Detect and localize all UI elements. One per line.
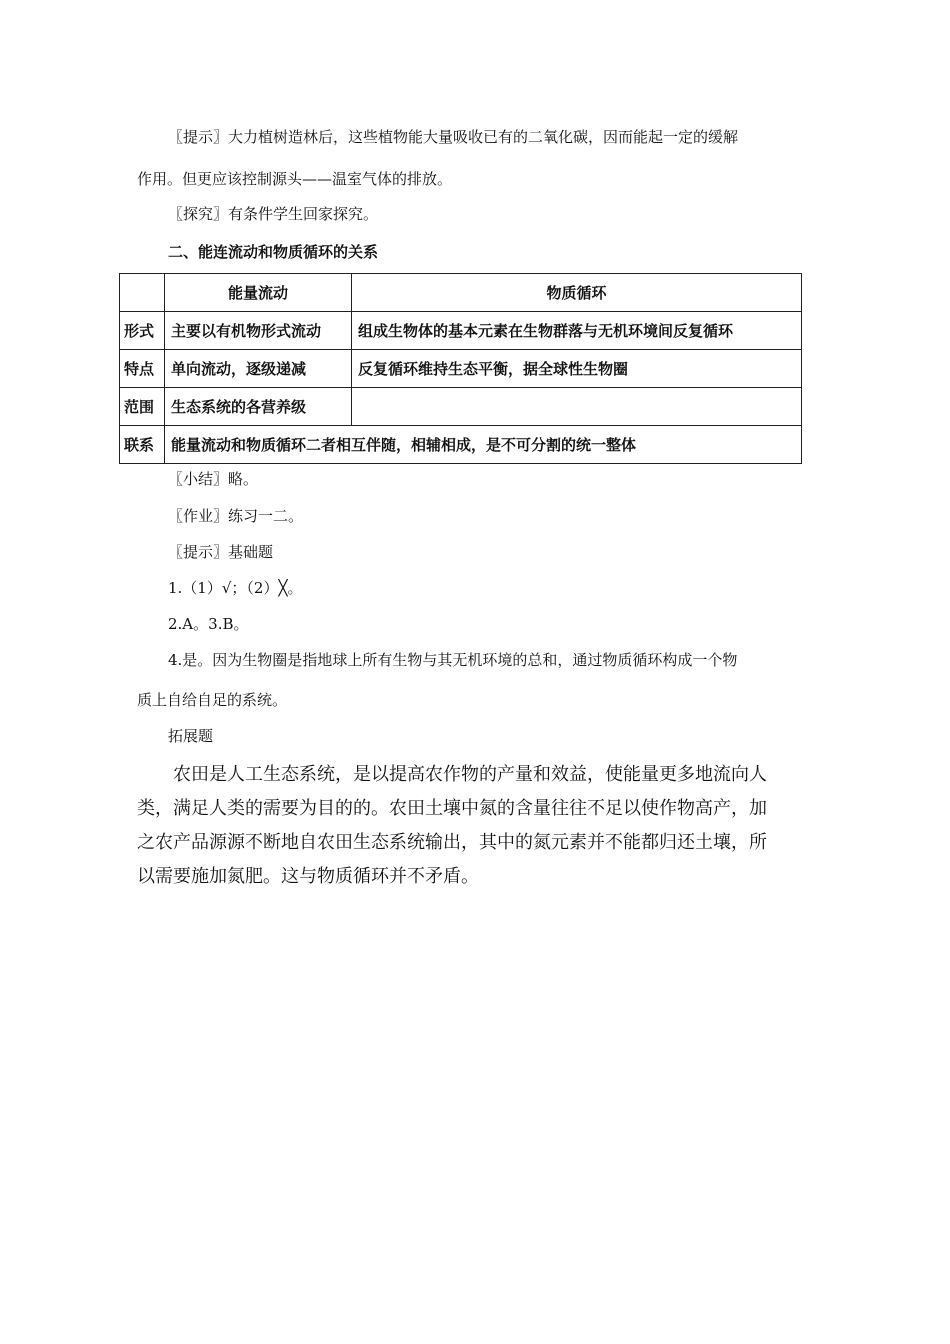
row-label: 特点 [120,350,165,388]
energy-cell: 主要以有机物形式流动 [165,312,352,350]
summary-line: 〖小结〗略。 [168,470,259,488]
matter-cell [352,388,802,426]
extension-paragraph [137,758,817,894]
table-row [120,350,802,388]
answer-4-line-1: 4.是。因为生物圈是指地球上所有生物与其无机环境的总和，通过物质循环构成一个物 [168,651,738,669]
extension-line: 以需要施加氮肥。这与物质循环并不矛盾。 [137,866,479,887]
answer-4-line-2: 质上自给自足的系统。 [137,691,288,709]
section-heading: 二、能连流动和物质循环的关系 [168,243,379,261]
explore-paragraph: 〖探究〗有条件学生回家探究。 [168,205,379,223]
hint-paragraph-line-2: 作用。但更应该控制源头——温室气体的排放。 [137,170,453,188]
matter-cell: 反复循环维持生态平衡，据全球性生物圈 [352,350,802,388]
hint-basic-line: 〖提示〗基础题 [168,543,274,561]
table-header-cell: 物质循环 [352,274,802,312]
energy-cell: 单向流动，逐级递减 [165,350,352,388]
answer-2-3: 2.A。3.B。 [168,615,249,633]
extension-line [137,758,817,792]
table-header-cell [120,274,165,312]
table-row [120,312,802,350]
merged-cell: 能量流动和物质循环二者相互伴随，相辅相成，是不可分割的统一整体 [165,426,802,464]
energy-cell: 生态系统的各营养级 [165,388,352,426]
table-header-row [120,274,802,312]
extension-line: 类，满足人类的需要为目的的。农田土壤中氮的含量往往不足以使作物高产，加 [137,798,767,819]
table-header-cell: 能量流动 [165,274,352,312]
table-row [120,426,802,464]
row-label: 范围 [120,388,165,426]
relation-table [119,273,802,464]
table-row [120,388,802,426]
extension-line-text: 农田是人工生态系统，是以提高农作物的产量和效益，使能量更多地流向人 [173,764,767,785]
row-label: 联系 [120,426,165,464]
matter-cell: 组成生物体的基本元素在生物群落与无机环境间反复循环 [352,312,802,350]
row-label: 形式 [120,312,165,350]
extension-line: 之农产品源源不断地自农田生态系统输出，其中的氮元素并不能都归还土壤，所 [137,832,767,853]
answer-1: 1.（1）√；（2）╳。 [168,579,303,597]
homework-line: 〖作业〗练习一二。 [168,507,304,525]
extension-title: 拓展题 [168,727,214,745]
hint-paragraph-line-1: 〖提示〗大力植树造林后，这些植物能大量吸收已有的二氧化碳，因而能起一定的缓解 [168,128,739,146]
